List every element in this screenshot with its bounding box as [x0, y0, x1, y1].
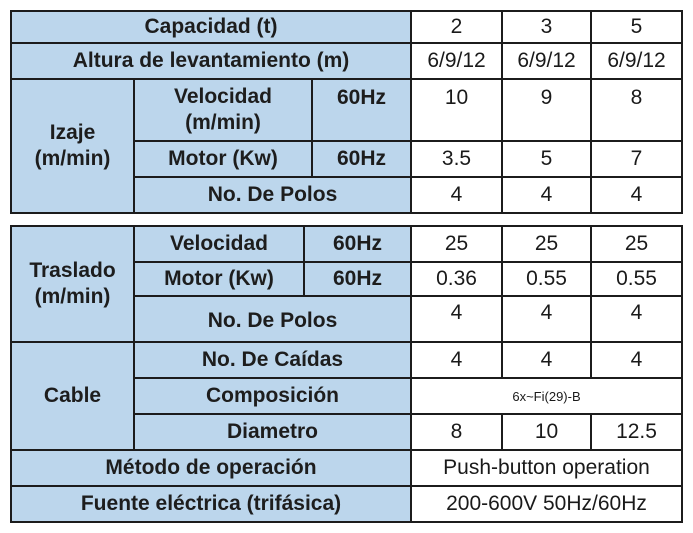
travel-motor-freq: 60Hz [304, 262, 411, 296]
cable-diameter-value: 10 [502, 414, 591, 450]
specs-table-lower [10, 225, 683, 523]
cable-falls-value: 4 [591, 342, 682, 378]
capacity-value: 3 [502, 11, 591, 43]
operation-method-row [11, 450, 682, 486]
hoist-poles-value: 4 [502, 177, 591, 213]
travel-group-label: Traslado (m/min) [11, 226, 134, 342]
travel-poles-value: 4 [502, 296, 591, 342]
hoist-motor-value: 3.5 [411, 141, 502, 177]
travel-speed-value: 25 [411, 226, 502, 262]
travel-poles-label: No. De Polos [134, 296, 411, 342]
cable-diameter-value: 12.5 [591, 414, 682, 450]
operation-method-value: Push-button operation [411, 450, 682, 486]
hoist-motor-value: 7 [591, 141, 682, 177]
hoist-poles-label: No. De Polos [134, 177, 411, 213]
cable-diameter-value: 8 [411, 414, 502, 450]
travel-motor-value: 0.55 [591, 262, 682, 296]
hoist-poles-value: 4 [591, 177, 682, 213]
travel-speed-value: 25 [502, 226, 591, 262]
cable-falls-value: 4 [411, 342, 502, 378]
travel-speed-row [11, 226, 682, 262]
travel-speed-value: 25 [591, 226, 682, 262]
lift-height-value: 6/9/12 [411, 43, 502, 79]
hoist-speed-value: 9 [502, 79, 591, 141]
travel-poles-value: 4 [411, 296, 502, 342]
lift-height-row [11, 43, 682, 79]
travel-motor-label: Motor (Kw) [134, 262, 304, 296]
travel-poles-value: 4 [591, 296, 682, 342]
hoist-motor-freq: 60Hz [312, 141, 411, 177]
cable-composition-label: Composición [134, 378, 411, 414]
capacity-label: Capacidad (t) [11, 11, 411, 43]
hoist-motor-label: Motor (Kw) [134, 141, 312, 177]
travel-speed-freq: 60Hz [304, 226, 411, 262]
cable-falls-label: No. De Caídas [134, 342, 411, 378]
power-source-label: Fuente eléctrica (trifásica) [11, 486, 411, 522]
cable-falls-value: 4 [502, 342, 591, 378]
travel-speed-label: Velocidad [134, 226, 304, 262]
cable-diameter-label: Diametro [134, 414, 411, 450]
hoist-speed-freq: 60Hz [312, 79, 411, 141]
travel-motor-value: 0.36 [411, 262, 502, 296]
lift-height-label: Altura de levantamiento (m) [11, 43, 411, 79]
cable-falls-row [11, 342, 682, 378]
power-source-row [11, 486, 682, 522]
capacity-value: 5 [591, 11, 682, 43]
specs-table-upper [10, 10, 683, 214]
lift-height-value: 6/9/12 [502, 43, 591, 79]
cable-group-label: Cable [11, 342, 134, 450]
capacity-row [11, 11, 682, 43]
travel-motor-value: 0.55 [502, 262, 591, 296]
lift-height-value: 6/9/12 [591, 43, 682, 79]
hoist-speed-label: Velocidad (m/min) [134, 79, 312, 141]
hoist-motor-value: 5 [502, 141, 591, 177]
power-source-value: 200-600V 50Hz/60Hz [411, 486, 682, 522]
hoist-speed-row [11, 79, 682, 141]
hoist-group-label: Izaje (m/min) [11, 79, 134, 213]
hoist-speed-value: 8 [591, 79, 682, 141]
hoist-speed-value: 10 [411, 79, 502, 141]
operation-method-label: Método de operación [11, 450, 411, 486]
cable-composition-value: 6x~Fi(29)-B [411, 378, 682, 414]
capacity-value: 2 [411, 11, 502, 43]
hoist-poles-value: 4 [411, 177, 502, 213]
